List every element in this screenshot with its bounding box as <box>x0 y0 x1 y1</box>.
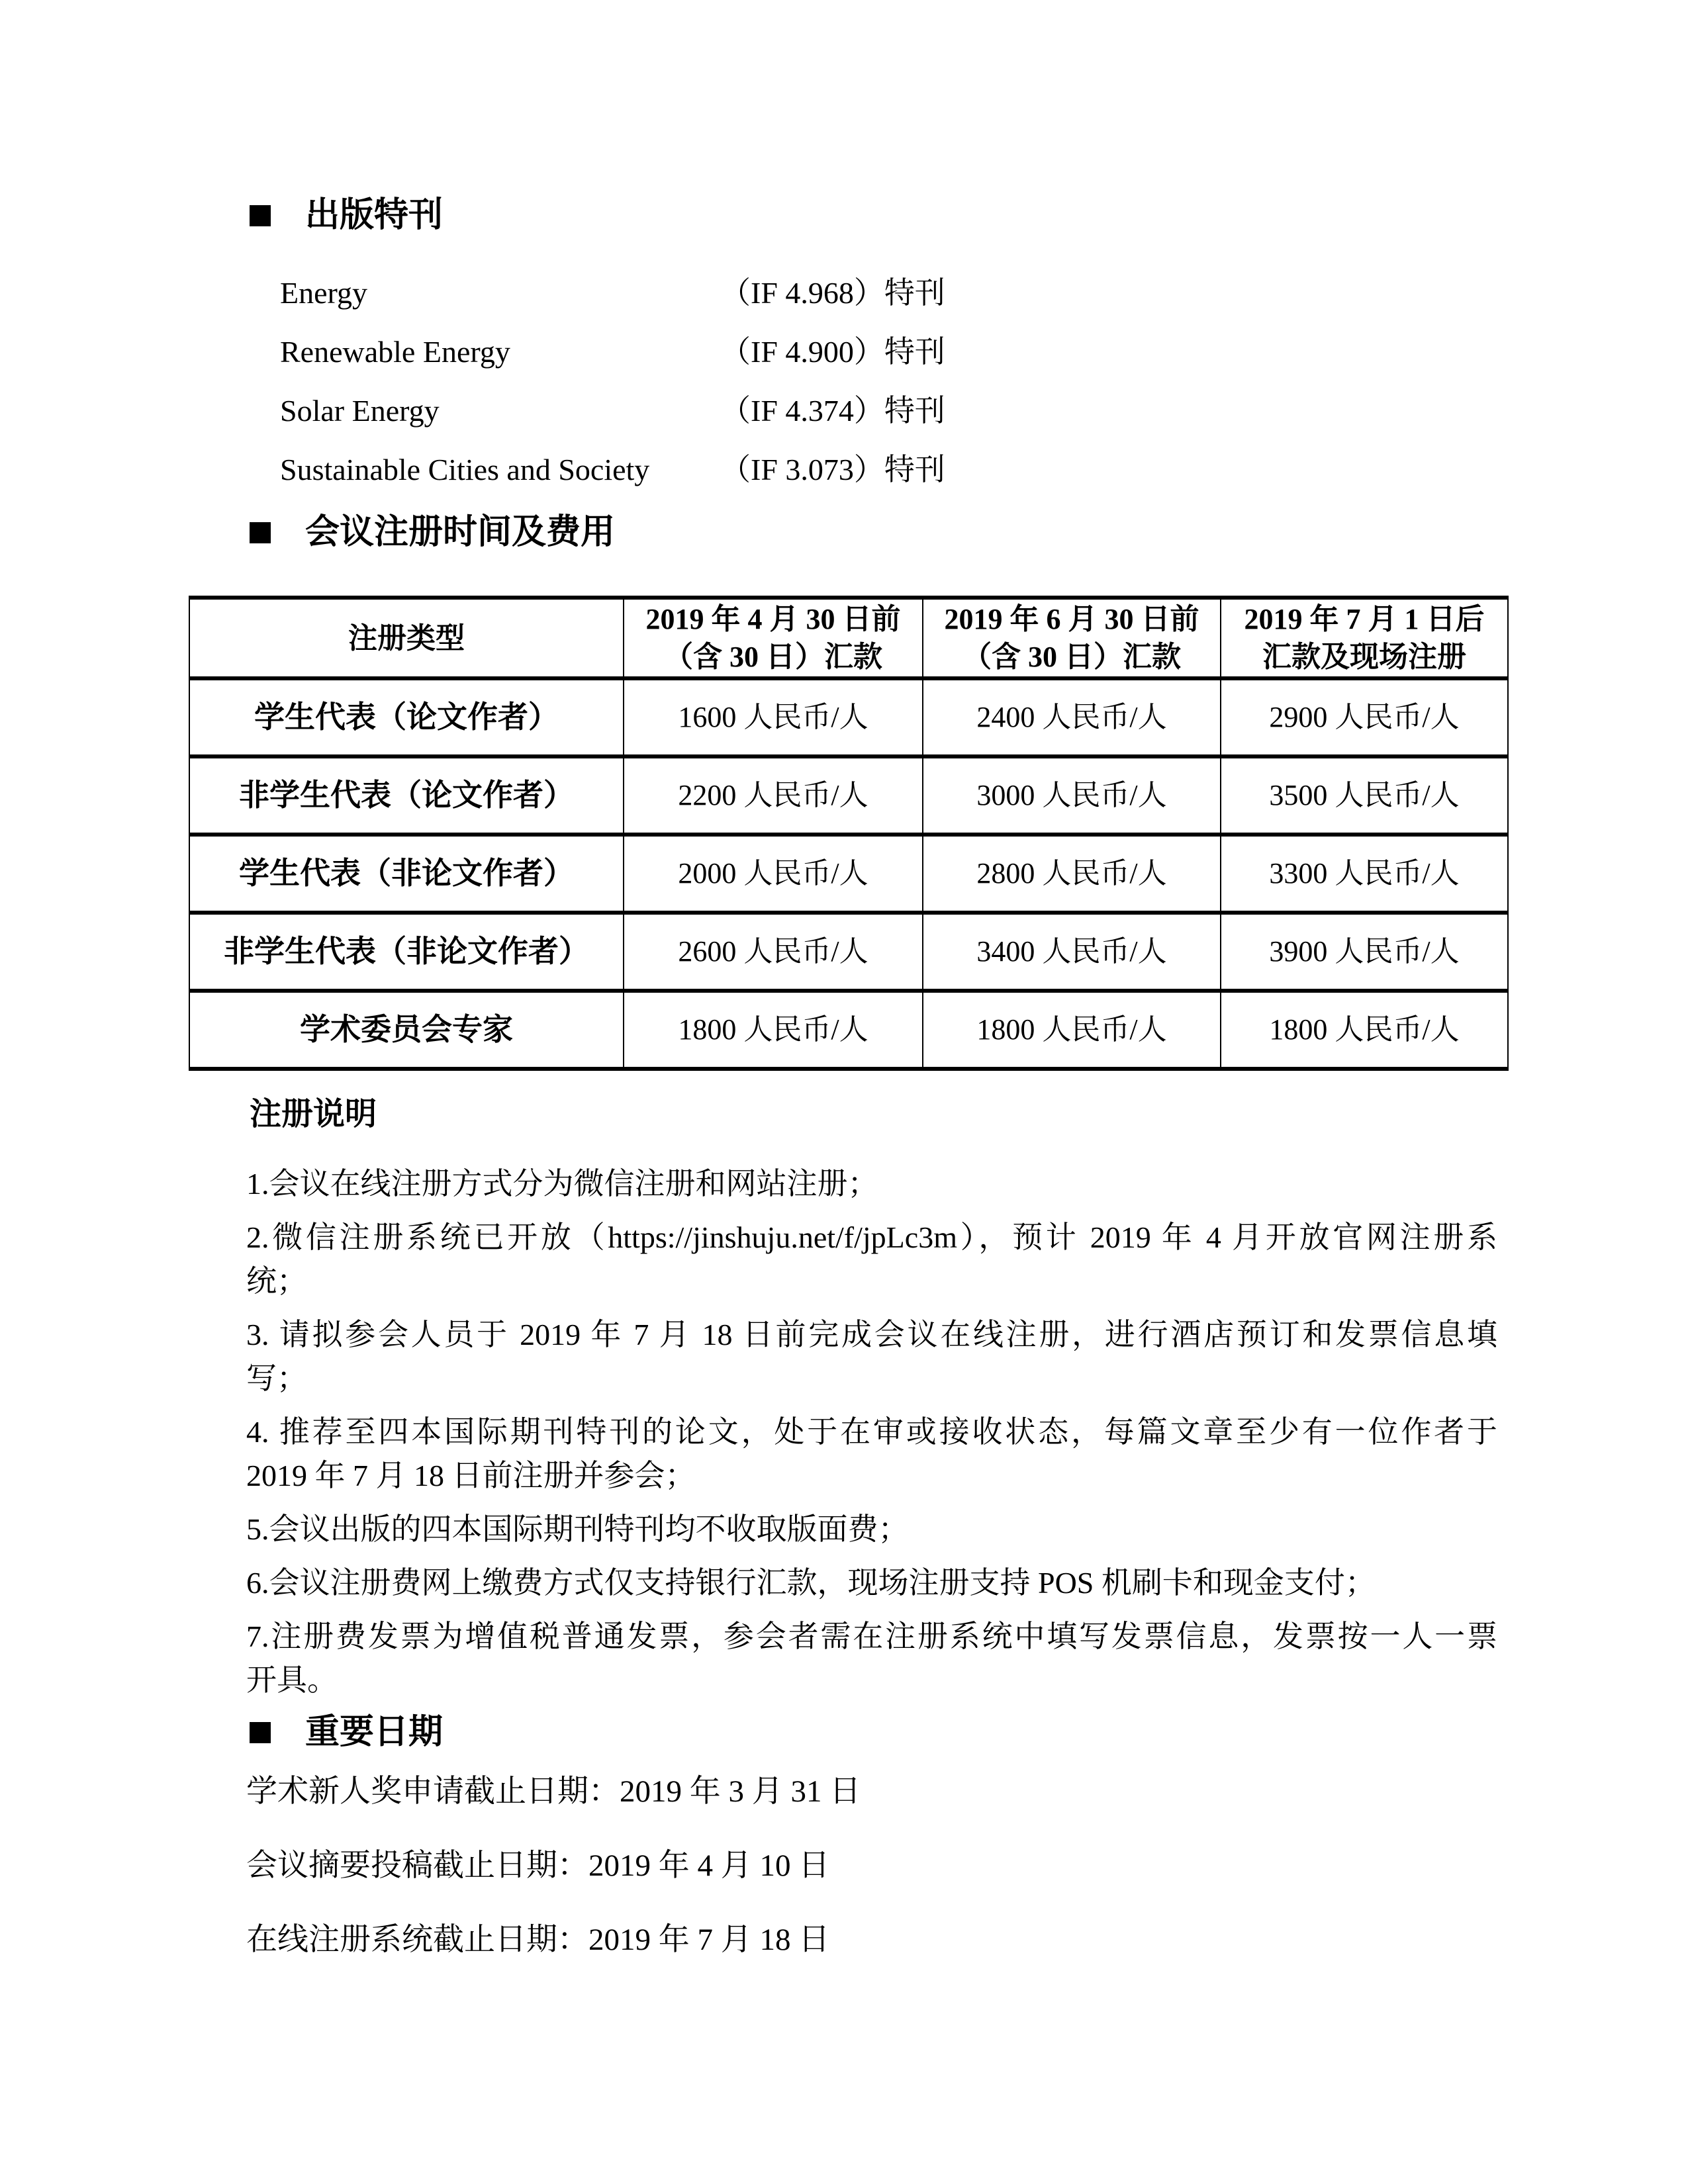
table-row <box>189 678 1508 756</box>
journal-name: Renewable Energy <box>280 335 510 369</box>
header-text: 注册类型 <box>348 621 465 655</box>
registration-type-cell: 非学生代表（非论文作者） <box>189 913 624 991</box>
journal-name: Sustainable Cities and Society <box>280 453 650 486</box>
date-line: 在线注册系统截止日期：2019 年 7 月 18 日 <box>246 1923 830 1957</box>
fee-cell: 3900 人民币/人 <box>1221 913 1508 991</box>
date-line: 会议摘要投稿截止日期：2019 年 4 月 10 日 <box>246 1848 830 1883</box>
header-text: 2019 年 6 月 30 日前 <box>944 603 1199 635</box>
journal-row <box>280 381 1273 440</box>
journal-row <box>280 322 1273 381</box>
header-cell-period2 <box>923 598 1221 678</box>
header-text: 汇款及现场注册 <box>1262 641 1466 673</box>
note-item <box>246 1216 1497 1303</box>
note-line: 2019 年 7 月 18 日前注册并参会； <box>246 1459 696 1492</box>
section-title: 出版特刊 <box>305 197 444 234</box>
section-heading-registration-fees <box>250 513 615 553</box>
journal-row <box>280 440 1273 499</box>
table-row <box>189 913 1508 991</box>
note-line: 6.会议注册费网上缴费方式仅支持银行汇款，现场注册支持 POS 机刷卡和现金支付； <box>246 1566 1376 1600</box>
square-bullet-icon <box>250 522 271 543</box>
fee-cell: 2200 人民币/人 <box>624 756 923 835</box>
note-line: 2.微信注册系统已开放（https://jinshuju.net/f/jpLc3m），预计 2019 年 4 月开放官网注册系 <box>246 1220 1497 1254</box>
table-header-row <box>189 598 1508 678</box>
journal-row <box>280 263 1273 322</box>
note-line: 写； <box>246 1361 307 1395</box>
section-heading-important-dates <box>250 1713 443 1752</box>
note-line: 5.会议出版的四本国际期刊特刊均不收取版面费； <box>246 1512 909 1546</box>
note-line: 1.会议在线注册方式分为微信注册和网站注册； <box>246 1167 878 1201</box>
registration-fee-table <box>189 596 1509 1071</box>
fee-cell: 1600 人民币/人 <box>624 678 923 756</box>
journal-list <box>280 263 1273 499</box>
section-heading-special-issues <box>250 196 443 236</box>
section-title: 重要日期 <box>305 1713 444 1751</box>
journal-name: Solar Energy <box>280 394 440 428</box>
journal-impact-factor: （IF 4.900）特刊 <box>720 335 945 369</box>
header-cell-period1 <box>624 598 923 678</box>
fee-cell: 1800 人民币/人 <box>624 991 923 1069</box>
fee-table-container <box>189 596 1509 1071</box>
fee-cell: 3300 人民币/人 <box>1221 835 1508 913</box>
fee-cell: 2800 人民币/人 <box>923 835 1221 913</box>
header-text: （含 30 日）汇款 <box>664 641 882 673</box>
note-line: 开具。 <box>246 1663 338 1697</box>
journal-impact-factor: （IF 4.374）特刊 <box>720 394 945 428</box>
note-item <box>246 1561 1497 1605</box>
fee-cell: 2600 人民币/人 <box>624 913 923 991</box>
notes-heading: 注册说明 <box>250 1097 377 1132</box>
table-row <box>189 756 1508 835</box>
registration-type-cell: 非学生代表（论文作者） <box>189 756 624 835</box>
fee-cell: 1800 人民币/人 <box>923 991 1221 1069</box>
table-row <box>189 835 1508 913</box>
note-item <box>246 1508 1497 1551</box>
header-cell-type <box>189 598 624 678</box>
fee-cell: 2000 人民币/人 <box>624 835 923 913</box>
fee-cell: 3400 人民币/人 <box>923 913 1221 991</box>
note-line: 3. 请拟参会人员于 2019 年 7 月 18 日前完成会议在线注册，进行酒店预订和发票信息填 <box>246 1318 1497 1351</box>
fee-cell: 3500 人民币/人 <box>1221 756 1508 835</box>
square-bullet-icon <box>250 205 271 226</box>
note-line: 统； <box>246 1264 307 1298</box>
table-row <box>189 991 1508 1069</box>
registration-type-cell: 学生代表（论文作者） <box>189 678 624 756</box>
header-cell-period3 <box>1221 598 1508 678</box>
fee-cell: 1800 人民币/人 <box>1221 991 1508 1069</box>
fee-cell: 3000 人民币/人 <box>923 756 1221 835</box>
square-bullet-icon <box>250 1722 271 1743</box>
fee-cell: 2900 人民币/人 <box>1221 678 1508 756</box>
header-text: 2019 年 4 月 30 日前 <box>645 603 901 635</box>
header-text: 2019 年 7 月 1 日后 <box>1244 603 1485 635</box>
note-item <box>246 1313 1497 1400</box>
note-item <box>246 1162 1497 1206</box>
note-line: 4. 推荐至四本国际期刊特刊的论文，处于在审或接收状态，每篇文章至少有一位作者于 <box>246 1415 1497 1449</box>
registration-type-cell: 学生代表（非论文作者） <box>189 835 624 913</box>
important-dates-list <box>246 1776 861 1999</box>
journal-name: Energy <box>280 276 368 310</box>
registration-type-cell: 学术委员会专家 <box>189 991 624 1069</box>
journal-impact-factor: （IF 3.073）特刊 <box>720 453 945 486</box>
registration-notes <box>246 1162 1497 1712</box>
note-line: 7.注册费发票为增值税普通发票，参会者需在注册系统中填写发票信息，发票按一人一票 <box>246 1619 1497 1653</box>
header-text: （含 30 日）汇款 <box>962 641 1181 673</box>
section-title: 会议注册时间及费用 <box>305 514 616 551</box>
date-line: 学术新人奖申请截止日期：2019 年 3 月 31 日 <box>246 1774 861 1809</box>
note-item <box>246 1410 1497 1498</box>
note-item <box>246 1615 1497 1702</box>
journal-impact-factor: （IF 4.968）特刊 <box>720 276 945 310</box>
fee-cell: 2400 人民币/人 <box>923 678 1221 756</box>
